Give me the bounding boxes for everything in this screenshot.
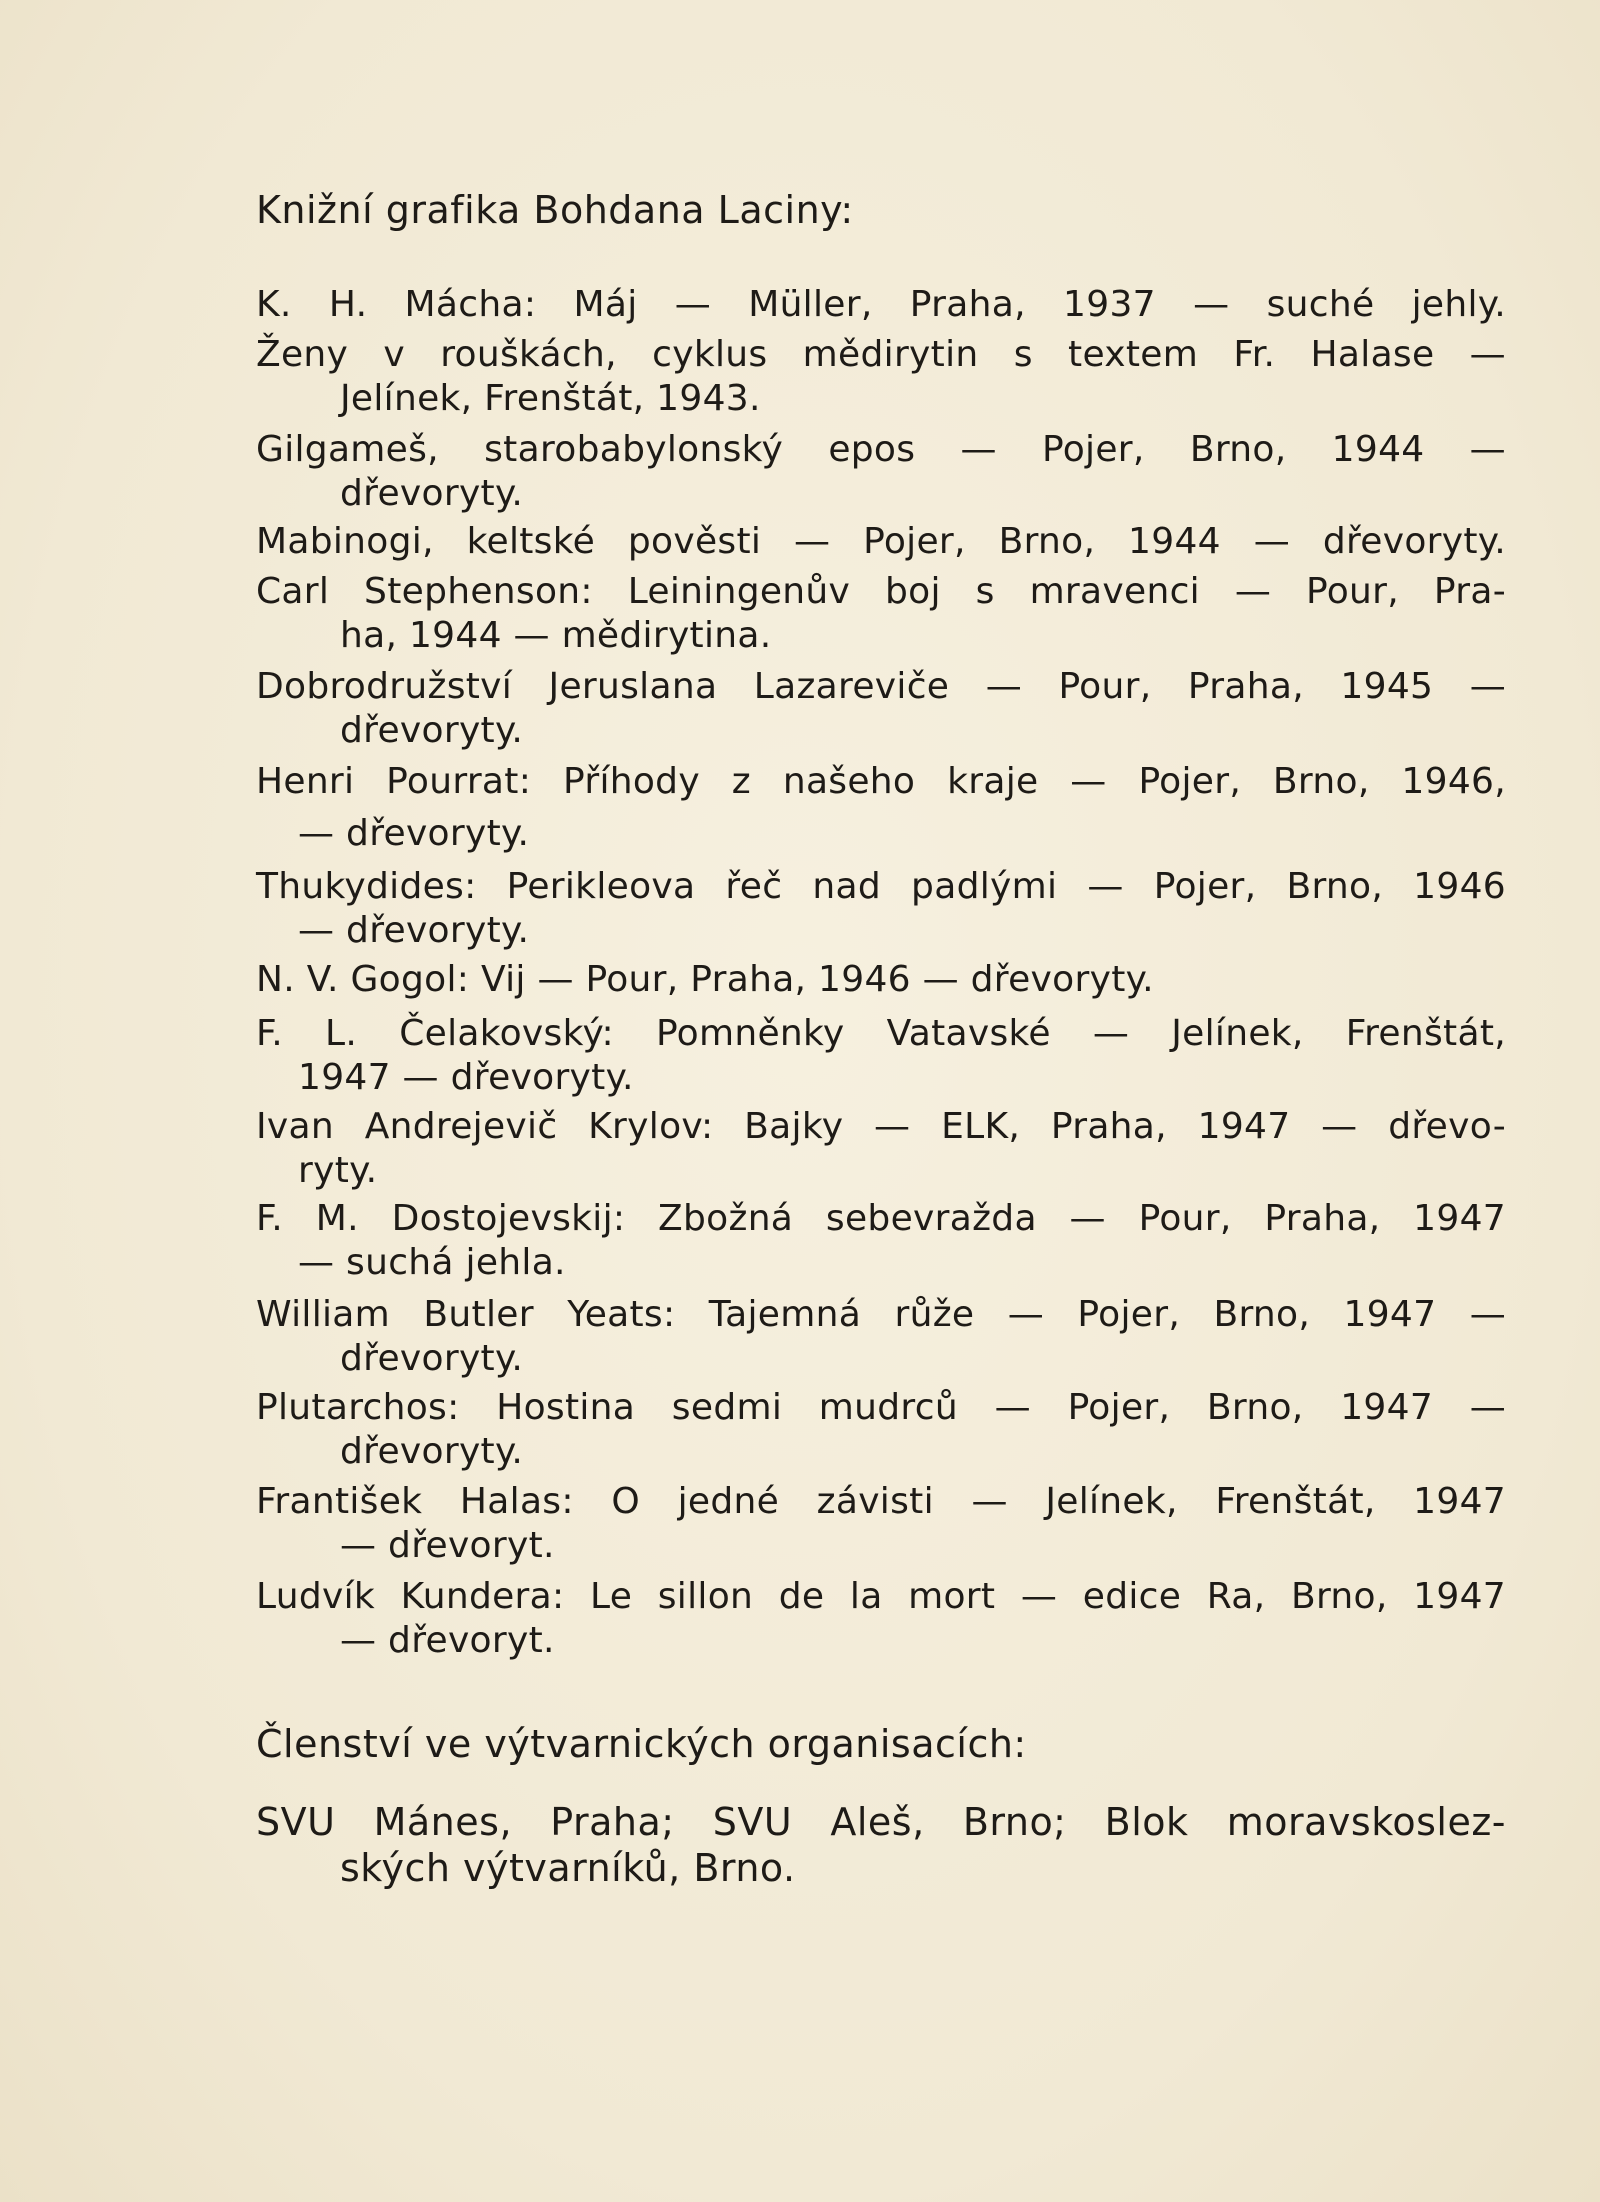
bibliography-entry [256,1575,1506,1663]
entry-line-continued: ryty. [298,1150,378,1191]
bibliography-entry [256,333,1506,421]
entry-line: Dobrodružství Jeruslana Lazareviče — Pour, Praha, 1945 — [256,666,1506,707]
bibliography-entry [256,1197,1506,1285]
bibliography-entry [256,1293,1506,1381]
entry-line: Ivan Andrejevič Krylov: Bajky — ELK, Praha, 1947 — dřevo- [256,1106,1506,1147]
bibliography-entry [256,520,1506,564]
entry-line: N. V. Gogol: Vij — Pour, Praha, 1946 — dřevoryty. [256,959,1154,1000]
bibliography-entry [256,760,1506,856]
entry-line: Carl Stephenson: Leiningenův boj s mravenci — Pour, Pra- [256,571,1506,612]
entry-line: Ludvík Kundera: Le sillon de la mort — edice Ra, Brno, 1947 [256,1576,1506,1617]
entry-line-continued: dřevoryty. [340,473,524,514]
entry-line: Gilgameš, starobabylonský epos — Pojer, Brno, 1944 — [256,429,1506,470]
entry-line-continued: dřevoryty. [340,1431,524,1472]
entry-line: František Halas: O jedné závisti — Jelínek, Frenštát, 1947 [256,1481,1506,1522]
bibliography-entry [256,283,1506,327]
entry-line: F. L. Čelakovský: Pomněnky Vatavské — Jelínek, Frenštát, [256,1013,1506,1054]
section-heading-book-graphics: Knižní grafika Bohdana Laciny: [256,188,854,232]
bibliography-entry [256,1386,1506,1474]
entry-line-continued: dřevoryty. [340,1338,524,1379]
membership-line-continued: ských výtvarníků, Brno. [340,1846,796,1890]
bibliography-entry [256,1480,1506,1568]
section-heading-membership: Členství ve výtvarnických organisacích: [256,1722,1027,1766]
entry-line: Mabinogi, keltské pověsti — Pojer, Brno, 1944 — dřevoryty. [256,521,1506,562]
entry-line-continued: 1947 — dřevoryty. [298,1057,634,1098]
entry-line-continued: dřevoryty. [340,710,524,751]
entry-line: Henri Pourrat: Příhody z našeho kraje — Pojer, Brno, 1946, [256,761,1506,802]
membership-list [256,1799,1506,1891]
entry-line-continued: — dřevoryt. [340,1525,555,1566]
entry-line-continued: ha, 1944 — mědirytina. [340,615,772,656]
entry-line: William Butler Yeats: Tajemná růže — Pojer, Brno, 1947 — [256,1294,1506,1335]
entry-line-continued: — dřevoryt. [340,1620,555,1661]
membership-line: SVU Mánes, Praha; SVU Aleš, Brno; Blok moravskoslez- [256,1800,1506,1844]
bibliography-entry [256,1105,1506,1193]
bibliography-entry [256,958,1506,1002]
bibliography-entry [256,865,1506,953]
entry-line-continued: Jelínek, Frenštát, 1943. [340,378,761,419]
entry-line: Plutarchos: Hostina sedmi mudrců — Pojer, Brno, 1947 — [256,1387,1506,1428]
entry-line-continued: — dřevoryty. [298,910,530,951]
entry-line: F. M. Dostojevskij: Zbožná sebevražda — Pour, Praha, 1947 [256,1198,1506,1239]
bibliography-entry [256,665,1506,753]
bibliography-entry [256,1012,1506,1100]
entry-line-continued: — suchá jehla. [298,1242,566,1283]
bibliography-entry [256,570,1506,658]
entry-line-continued: — dřevoryty. [298,813,530,854]
entry-line: Thukydides: Perikleova řeč nad padlými — Pojer, Brno, 1946 [256,866,1506,907]
entry-line: Ženy v rouškách, cyklus mědirytin s textem Fr. Halase — [256,334,1506,375]
entry-line: K. H. Mácha: Máj — Müller, Praha, 1937 — suché jehly. [256,284,1506,325]
bibliography-entry [256,428,1506,516]
